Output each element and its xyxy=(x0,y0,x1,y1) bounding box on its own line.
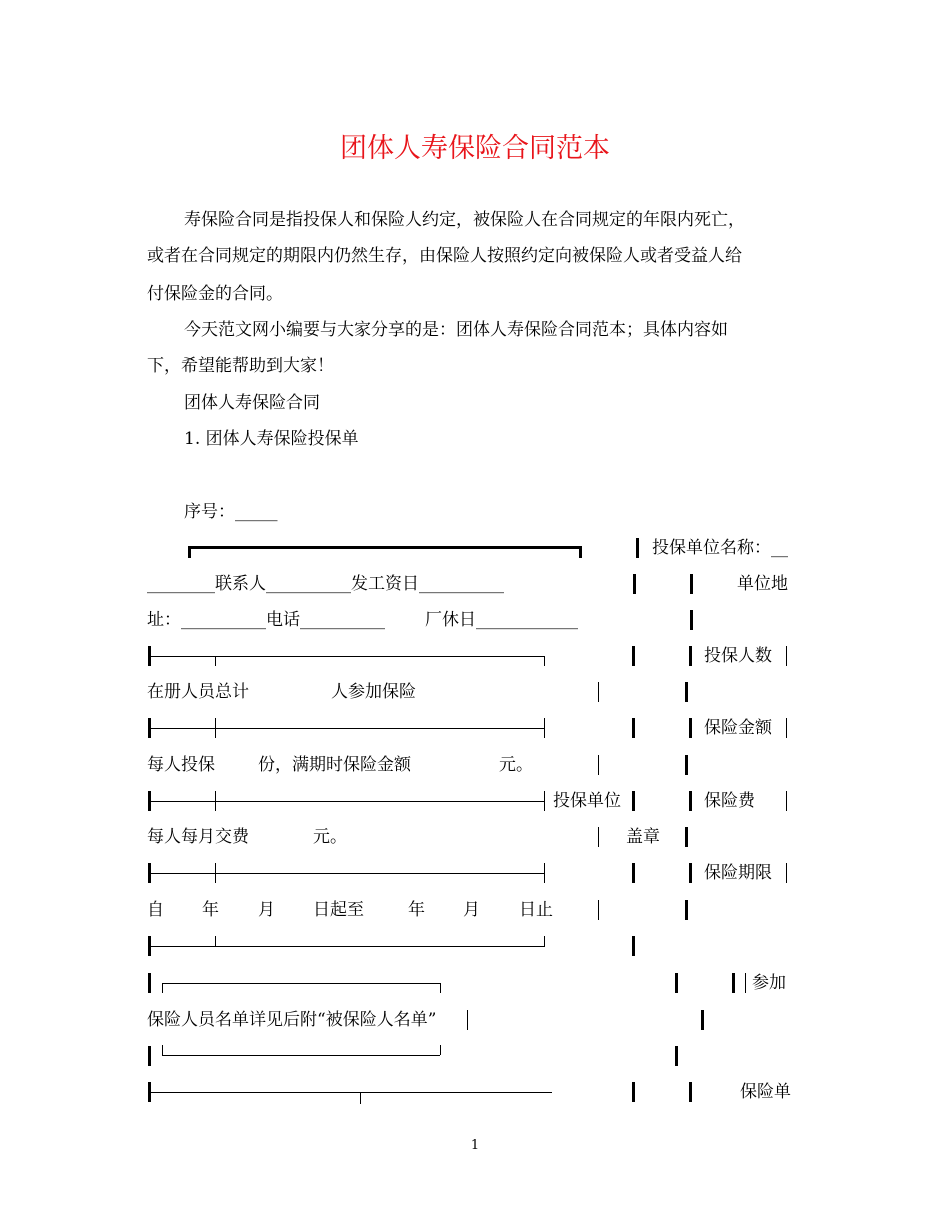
insured-count-label: 投保人数 xyxy=(704,646,772,666)
intro-line-1: 寿保险合同是指投保人和保险人约定，被保险人在合同规定的年限内死亡， xyxy=(184,210,745,230)
intro-line-2: 或者在合同规定的期限内仍然生存，由保险人按照约定向被保险人或者受益人给 xyxy=(147,246,742,266)
monthly-premium-label: 每人每月交费 xyxy=(147,827,249,847)
day-to-label: 日止 xyxy=(519,900,553,920)
seal-label: 盖章 xyxy=(626,827,660,847)
per-person-label: 每人投保 xyxy=(147,755,215,775)
policy-label: 保险单 xyxy=(740,1082,791,1102)
form-heading: 1. 团体人寿保险投保单 xyxy=(184,429,359,449)
address-row: 址：__________电话__________ xyxy=(147,610,385,630)
contact-row: ________联系人__________发工资日__________ xyxy=(147,574,504,594)
year-label-2: 年 xyxy=(408,900,425,920)
policyholder-unit-label: 投保单位 xyxy=(553,791,621,811)
intro-line-4: 今天范文网小编要与大家分享的是：团体人寿保险合同范本；具体内容如 xyxy=(184,320,728,340)
premium-label: 保险费 xyxy=(704,791,755,811)
serial-number: 序号：_____ xyxy=(184,502,278,522)
maturity-label: 份，满期时保险金额 xyxy=(258,755,411,775)
list-note: 保险人员名单详见后附“被保险人名单” xyxy=(147,1010,437,1030)
registered-total: 在册人员总计 xyxy=(147,682,249,702)
page-number: 1 xyxy=(470,1138,480,1153)
unit-address-label: 单位地 xyxy=(737,574,788,594)
yuan-label-2: 元。 xyxy=(313,827,347,847)
year-label-1: 年 xyxy=(202,900,219,920)
intro-line-5: 下，希望能帮助到大家！ xyxy=(147,356,334,376)
join-label: 参加 xyxy=(752,973,786,993)
insured-amount-label: 保险金额 xyxy=(704,718,772,738)
from-label: 自 xyxy=(147,900,164,920)
period-label: 保险期限 xyxy=(704,863,772,883)
intro-line-3: 付保险金的合同。 xyxy=(147,284,283,304)
month-label-1: 月 xyxy=(258,900,275,920)
unit-name-label: 投保单位名称：__ xyxy=(652,538,788,558)
join-insurance: 人参加保险 xyxy=(331,682,416,702)
yuan-label: 元。 xyxy=(499,755,533,775)
document-title: 团体人寿保险合同范本 xyxy=(340,133,610,164)
day-from-label: 日起至 xyxy=(313,900,364,920)
contract-heading: 团体人寿保险合同 xyxy=(184,393,320,413)
holiday-label: 厂休日____________ xyxy=(425,610,578,630)
month-label-2: 月 xyxy=(463,900,480,920)
